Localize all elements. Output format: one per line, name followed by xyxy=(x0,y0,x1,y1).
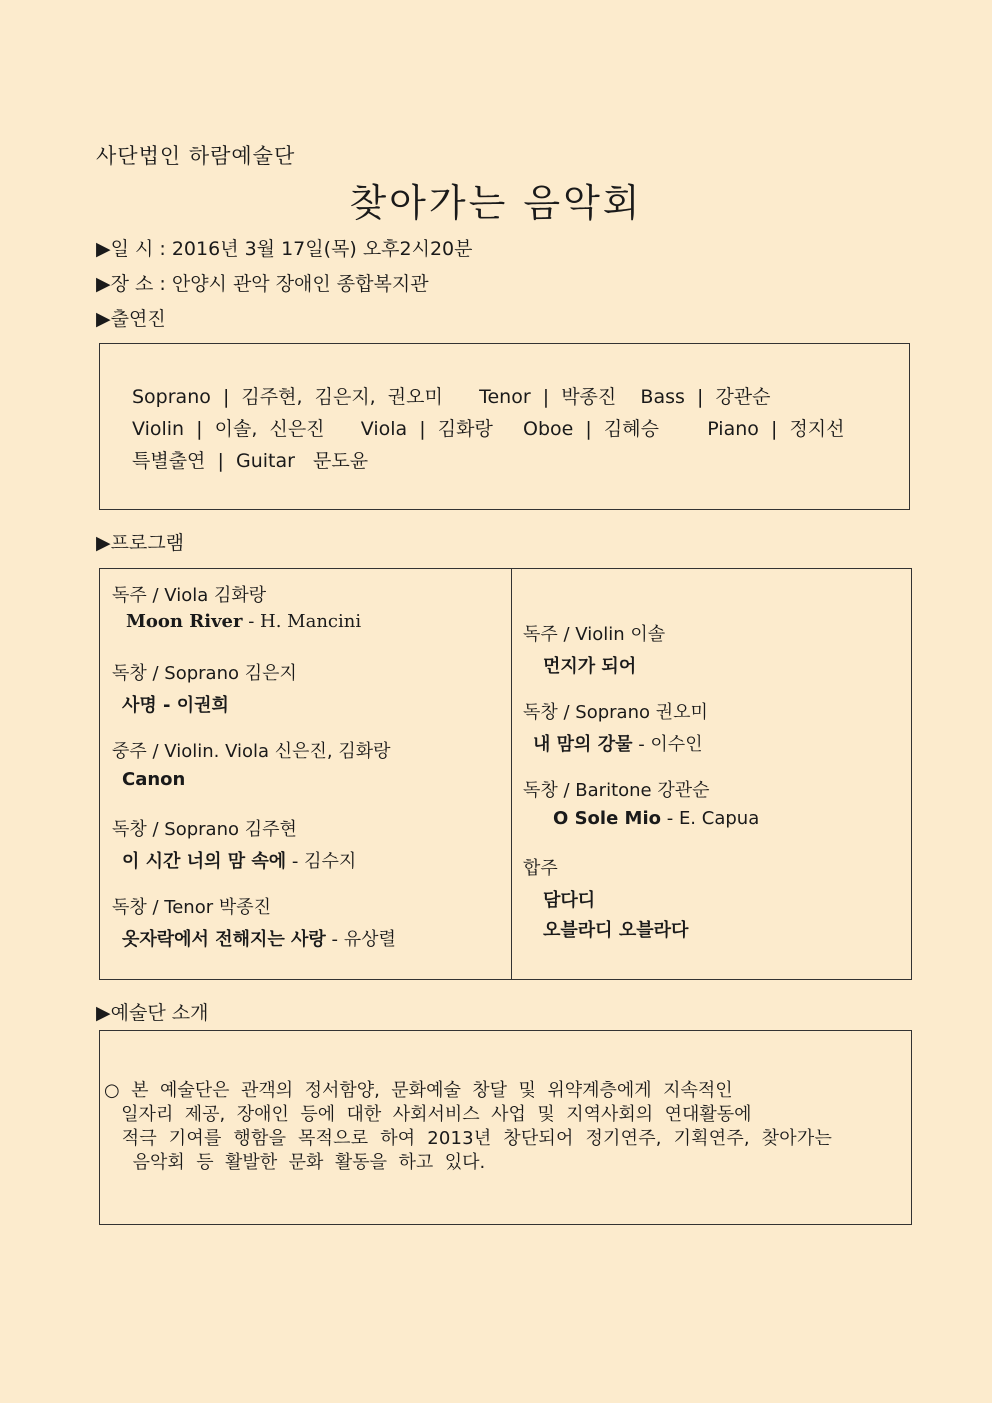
program-item xyxy=(523,854,688,942)
program-item-title: 사명 - 이권희 xyxy=(122,695,229,716)
intro-line: 적극 기여를 행함을 목적으로 하여 2013년 창단되어 정기연주, 기획연주, 찾아가는 xyxy=(104,1128,833,1149)
program-item-title: 옷자락에서 전해지는 사랑 xyxy=(122,929,326,950)
program-right-column xyxy=(511,569,911,979)
performers-box xyxy=(99,343,910,510)
program-heading: ▶프로그램 xyxy=(96,532,185,554)
program-item-title: 담다디 xyxy=(543,890,596,911)
performers-line: Violin | 이솔, 신은진 Viola | 김화랑 Oboe | 김혜승 Piano | 정지선 xyxy=(132,418,845,440)
program-item-performer: 독창 / Soprano 권오미 xyxy=(523,702,708,723)
program-item-performer: 합주 xyxy=(523,858,558,879)
program-item-performer: 독창 / Tenor 박종진 xyxy=(112,897,272,918)
program-item xyxy=(112,737,391,790)
program-item-title: 먼지가 되어 xyxy=(543,656,637,677)
program-item-performer: 독창 / Baritone 강관순 xyxy=(523,780,710,801)
program-item xyxy=(112,581,361,632)
program-item xyxy=(523,620,665,678)
program-item xyxy=(112,659,297,717)
program-item-performer: 독창 / Soprano 김은지 xyxy=(112,663,297,684)
program-item-title: 오블라디 오블라다 xyxy=(543,920,689,941)
program-item-performer: 독주 / Viola 김화랑 xyxy=(112,585,267,606)
performers-heading: ▶출연진 xyxy=(96,308,166,330)
program-item-composer: - 이수인 xyxy=(632,734,703,755)
program-item-composer: - 김수지 xyxy=(286,851,357,872)
page-title: 찾아가는 음악회 xyxy=(349,181,643,225)
venue-line: ▶장 소 : 안양시 관악 장애인 종합복지관 xyxy=(96,273,429,295)
program-item-composer: - H. Mancini xyxy=(242,611,362,632)
datetime-line: ▶일 시 : 2016년 3월 17일(목) 오후2시20분 xyxy=(96,238,473,260)
organization-name: 사단법인 하람예술단 xyxy=(96,144,296,168)
program-item-title: Canon xyxy=(122,769,186,790)
program-item-performer: 독창 / Soprano 김주현 xyxy=(112,819,297,840)
intro-heading: ▶예술단 소개 xyxy=(96,1002,209,1024)
intro-line: 음악회 등 활발한 문화 활동을 하고 있다. xyxy=(104,1152,486,1173)
program-item-performer: 중주 / Violin. Viola 신은진, 김화랑 xyxy=(112,741,391,762)
program-item xyxy=(523,776,759,829)
intro-line: 일자리 제공, 장애인 등에 대한 사회서비스 사업 및 지역사회의 연대활동에 xyxy=(104,1104,752,1125)
program-item-title: O Sole Mio xyxy=(553,808,661,829)
program-item xyxy=(112,893,396,951)
intro-line: ○ 본 예술단은 관객의 정서함양, 문화예술 창달 및 위약계층에게 지속적인 xyxy=(104,1080,733,1101)
program-item-composer: - E. Capua xyxy=(661,808,760,829)
program-item-title: Moon River xyxy=(126,611,243,632)
program-item-title: 이 시간 너의 맘 속에 xyxy=(122,851,287,872)
program-item xyxy=(112,815,356,873)
program-box xyxy=(99,568,912,980)
intro-text xyxy=(104,1079,832,1175)
program-left-column xyxy=(100,569,512,979)
performers-line: 특별출연 | Guitar 문도윤 xyxy=(132,450,369,472)
performers-line: Soprano | 김주현, 김은지, 권오미 Tenor | 박종진 Bass | 강관순 xyxy=(132,386,771,408)
intro-box xyxy=(99,1030,912,1225)
program-item-composer: - 유상렬 xyxy=(325,929,396,950)
program-item xyxy=(523,698,708,756)
program-item-performer: 독주 / Violin 이솔 xyxy=(523,624,666,645)
program-item-title: 내 맘의 강물 xyxy=(533,734,633,755)
